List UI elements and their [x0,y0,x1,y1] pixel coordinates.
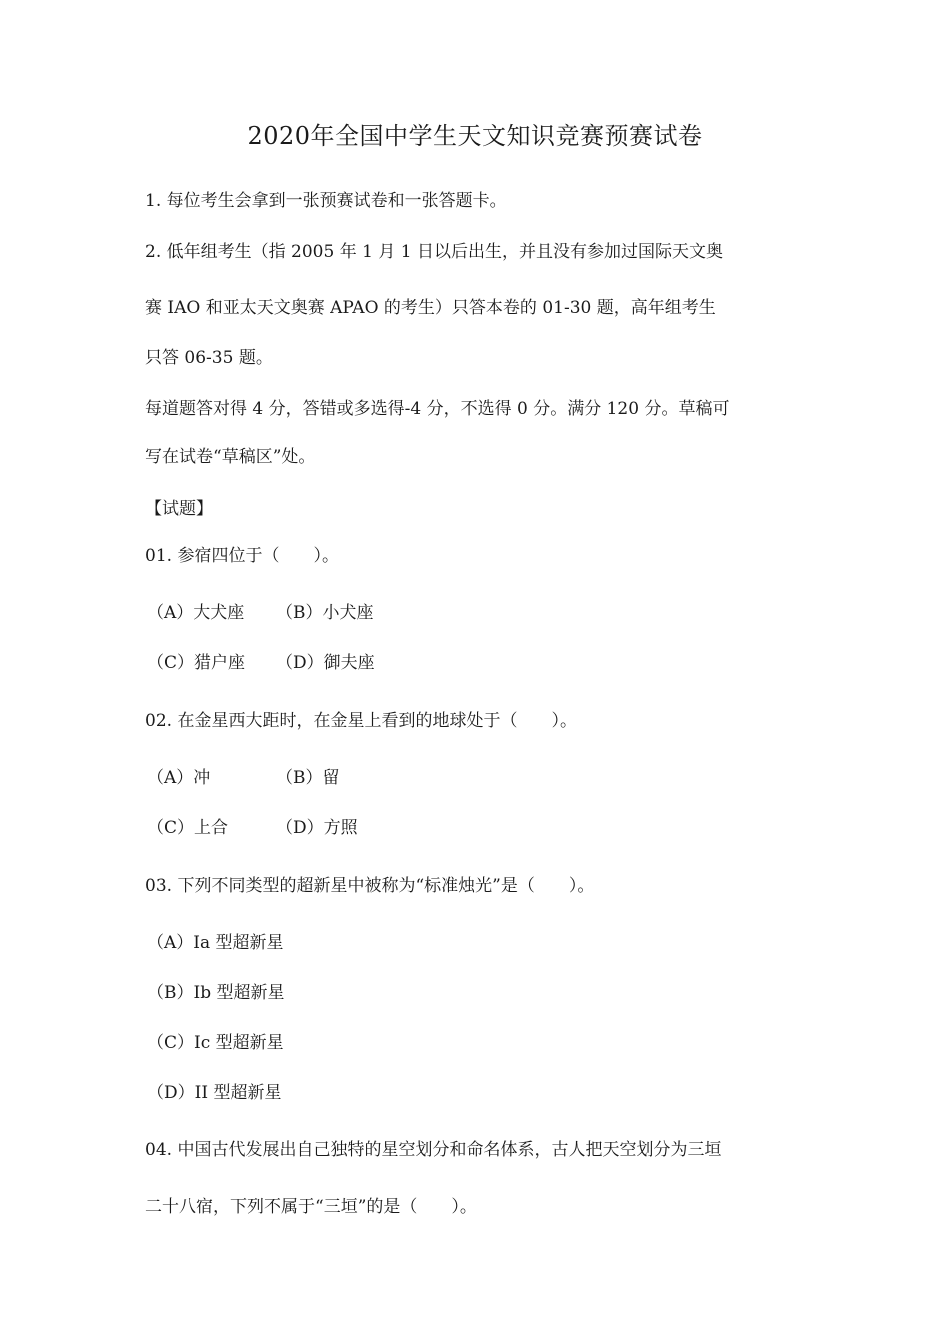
question-stem: 04. 中国古代发展出自己独特的星空划分和命名体系，古人把天空划分为三垣 [145,1140,722,1160]
question-stem: 二十八宿，下列不属于“三垣”的是（ ）。 [145,1197,477,1217]
question-option: （B）小犬座 [276,603,374,623]
question-option: （B）留 [276,768,340,788]
instruction-line: 只答 06-35 题。 [145,348,273,368]
question-option: （C）上合 [147,818,229,838]
question-option: （A）冲 [147,768,211,788]
question-option: （D）御夫座 [276,653,375,673]
question-option: （A）Ia 型超新星 [147,933,284,953]
question-stem: 01. 参宿四位于（ ）。 [145,546,339,566]
instruction-line: 写在试卷“草稿区”处。 [145,447,316,467]
question-option: （D）方照 [276,818,358,838]
question-option: （D）II 型超新星 [147,1083,282,1103]
question-stem: 02. 在金星西大距时，在金星上看到的地球处于（ ）。 [145,711,577,731]
section-header: 【试题】 [145,499,213,519]
question-option: （A）大犬座 [147,603,245,623]
instruction-line: 1. 每位考生会拿到一张预赛试卷和一张答题卡。 [145,191,507,211]
instruction-line: 赛 IAO 和亚太天文奥赛 APAO 的考生）只答本卷的 01-30 题，高年组考生 [145,298,716,318]
question-option: （C）猎户座 [147,653,246,673]
page-title: 2020年全国中学生天文知识竞赛预赛试卷 [247,122,703,150]
question-stem: 03. 下列不同类型的超新星中被称为“标准烛光”是（ ）。 [145,876,595,896]
question-option: （B）Ib 型超新星 [147,983,285,1003]
question-option: （C）Ic 型超新星 [147,1033,284,1053]
instruction-line: 2. 低年组考生（指 2005 年 1 月 1 日以后出生，并且没有参加过国际天文奥 [145,242,723,262]
instruction-line: 每道题答对得 4 分，答错或多选得-4 分，不选得 0 分。满分 120 分。草稿可 [145,399,730,419]
